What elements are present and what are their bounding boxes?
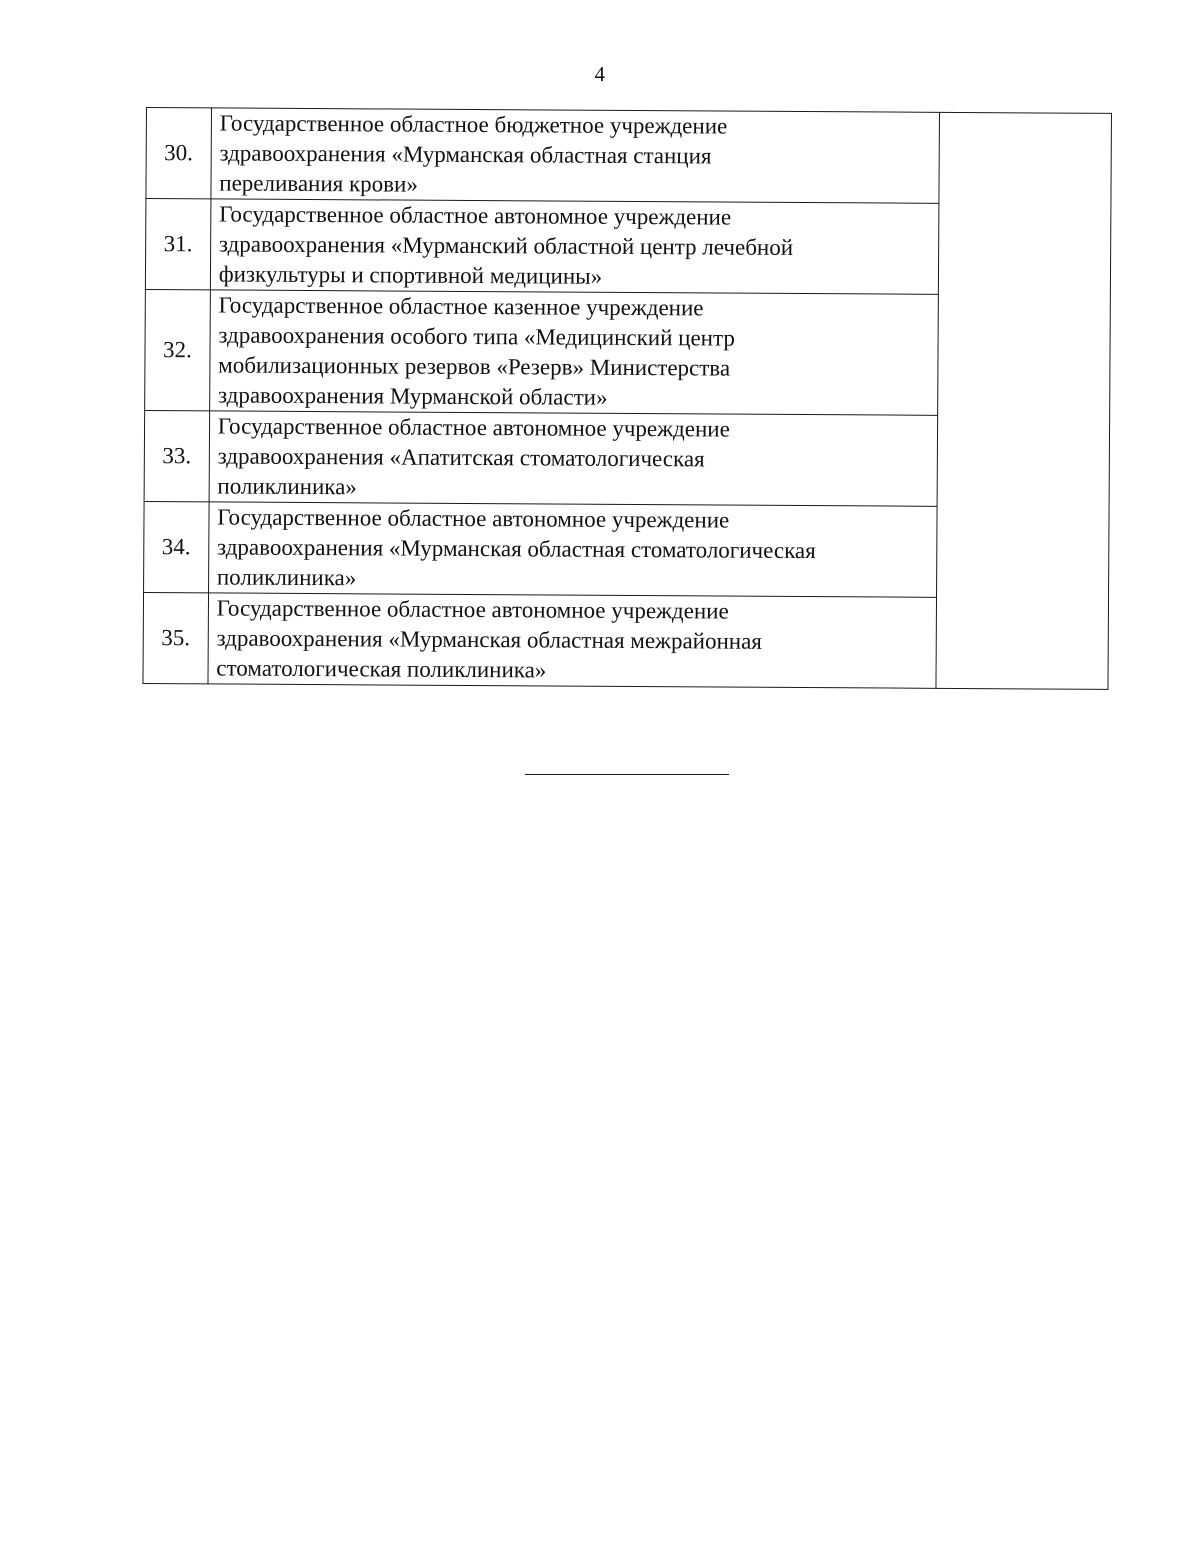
institution-name <box>209 290 938 415</box>
name-line: стоматологическая поликлиника» <box>216 655 547 683</box>
institution-name <box>210 199 939 294</box>
name-line: Государственное областное автономное учреждение <box>217 504 730 533</box>
name-line: здравоохранения «Мурманская областная станция <box>219 140 712 169</box>
institutions-table <box>142 107 1112 690</box>
table-row <box>146 108 1112 205</box>
row-number: 31. <box>145 199 210 290</box>
name-line: здравоохранения «Мурманский областной центр лечебной <box>218 231 794 260</box>
name-line: Государственное областное бюджетное учреждение <box>219 110 728 139</box>
name-line: здравоохранения особого типа «Медицинский центр <box>218 322 735 351</box>
name-line: Государственное областное автономное учреждение <box>217 413 730 442</box>
institution-name <box>208 593 937 688</box>
name-line: Государственное областное автономное учреждение <box>216 595 729 624</box>
name-line: Государственное областное автономное учреждение <box>219 201 732 230</box>
name-line: здравоохранения Мурманской области» <box>217 382 608 410</box>
row-number: 30. <box>146 108 211 199</box>
name-line: поликлиника» <box>217 473 357 500</box>
institution-name <box>209 411 938 506</box>
row-number: 35. <box>143 592 208 683</box>
name-line: мобилизационных резервов «Резерв» Министерства <box>218 352 731 381</box>
row-number: 32. <box>145 289 211 410</box>
page-number: 4 <box>594 62 606 86</box>
name-line: здравоохранения «Мурманская областная межрайонная <box>216 625 762 654</box>
name-line: поликлиника» <box>216 564 357 591</box>
name-line: здравоохранения «Апатитская стоматологическая <box>217 443 705 472</box>
institution-name <box>211 108 940 203</box>
name-line: переливания крови» <box>219 170 418 197</box>
row-number: 33. <box>144 410 209 501</box>
name-line: физкультуры и спортивной медицины» <box>218 261 603 289</box>
row-number: 34. <box>144 501 209 592</box>
name-line: здравоохранения «Мурманская областная стоматологическая <box>217 534 816 564</box>
institution-name <box>208 502 937 597</box>
name-line: Государственное областное казенное учреждение <box>218 292 704 321</box>
notes-column <box>936 112 1111 689</box>
closing-separator-line <box>525 774 729 775</box>
